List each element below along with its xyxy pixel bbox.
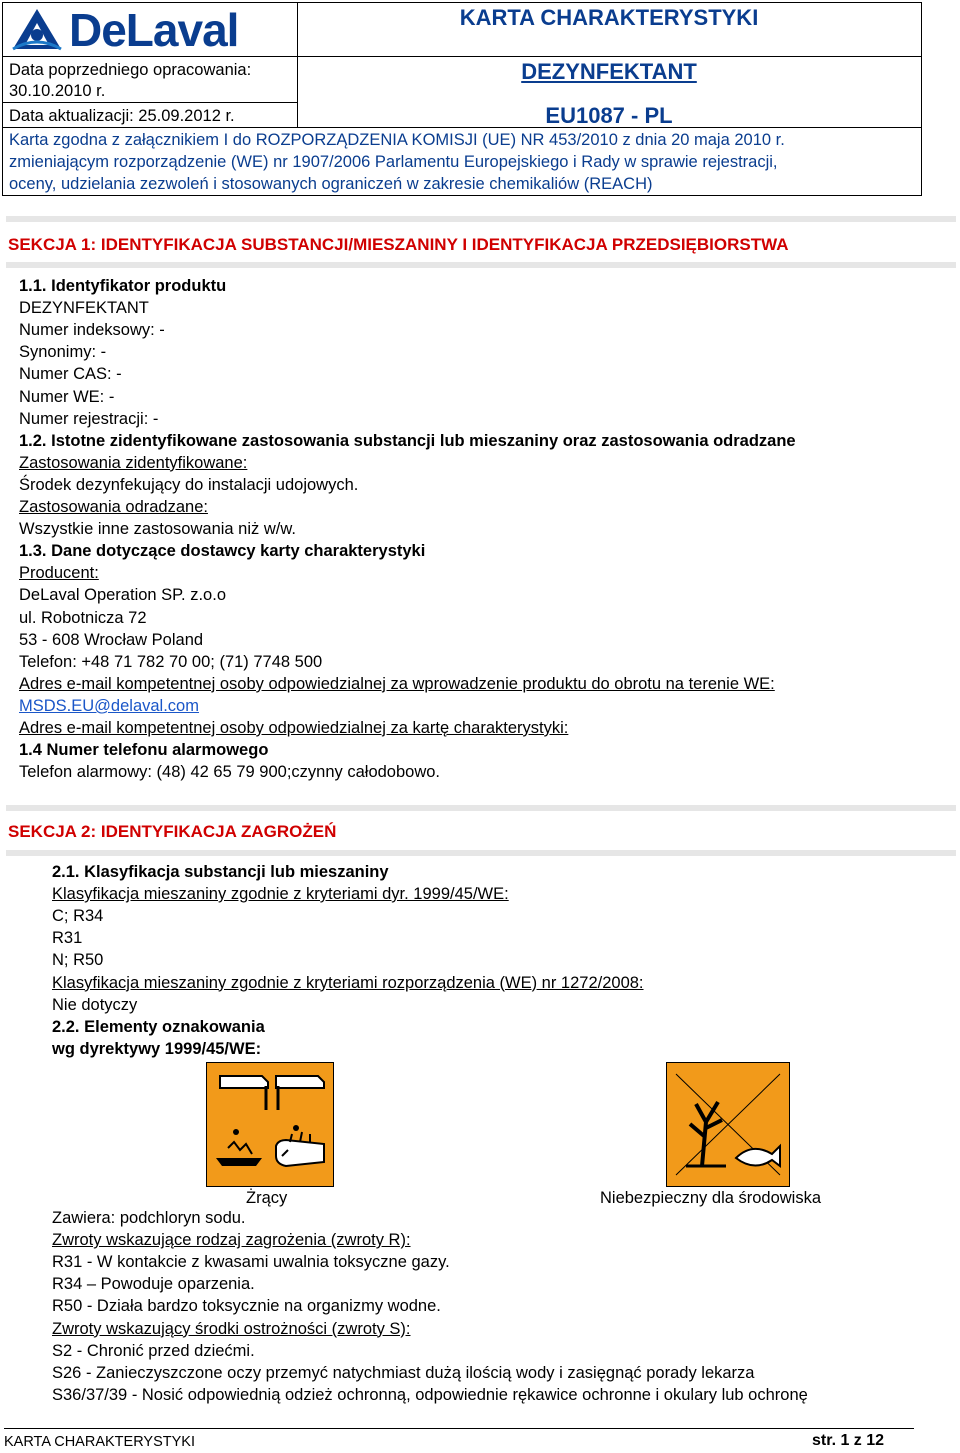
- text-line: 1.1. Identyfikator produktu: [19, 277, 227, 295]
- text-line: R34 – Powoduje oparzenia.: [52, 1275, 255, 1294]
- delaval-logo: [9, 5, 295, 55]
- text-line: N; R50: [52, 951, 104, 970]
- text-line: S26 - Zanieczyszczone oczy przemyć natychmiast dużą ilością wody i zasięgnąć porady lekarza: [52, 1363, 755, 1382]
- dead-tree-fish-icon: [666, 1062, 790, 1187]
- regulation-line-1: Karta zgodna z załącznikiem I do ROZPORZĄDZENIA KOMISJI (UE) NR 453/2010 z dnia 20 maja 2010 r.: [9, 131, 785, 149]
- section2-bar-top: [6, 805, 956, 811]
- text-line: Adres e-mail kompetentnej osoby odpowiedzialnej za kartę charakterystyki:: [19, 719, 569, 737]
- text-line: 2.2. Elementy oznakowania: [52, 1017, 265, 1036]
- text-line: Zwroty wskazujące rodzaj zagrożenia (zwroty R):: [52, 1231, 411, 1250]
- text-line: Środek dezynfekujący do instalacji udojowych.: [19, 475, 359, 494]
- environment-pictogram: [666, 1062, 790, 1187]
- text-line: 1.4 Numer telefonu alarmowego: [19, 741, 269, 760]
- corrosive-pictogram: [206, 1062, 334, 1187]
- footer-left: KARTA CHARAKTERYSTYKI: [4, 1434, 195, 1450]
- text-line: R50 - Działa bardzo toksycznie na organizmy wodne.: [52, 1297, 441, 1316]
- text-line: Adres e-mail kompetentnej osoby odpowiedzialnej za wprowadzenie produktu do obrotu na terenie WE:: [19, 674, 775, 693]
- text-line: S2 - Chronić przed dziećmi.: [52, 1341, 255, 1360]
- update-date: Data aktualizacji: 25.09.2012 r.: [9, 107, 235, 125]
- product-code: EU1087 - PL: [545, 103, 673, 128]
- footer-rule: [4, 1428, 914, 1429]
- text-line: R31: [52, 929, 83, 948]
- product-name: DEZYNFEKTANT: [521, 59, 697, 84]
- text-line: Wszystkie inne zastosowania niż w/w.: [19, 520, 296, 539]
- text-line: Numer WE: -: [19, 387, 115, 406]
- text-line: DeLaval Operation SP. z.o.o: [19, 586, 226, 605]
- text-line: Zastosowania zidentyfikowane:: [19, 453, 248, 472]
- text-line: DEZYNFEKTANT: [19, 299, 149, 318]
- section1-bar-top: [6, 216, 956, 222]
- text-line: S36/37/39 - Nosić odpowiednią odzież ochronną, odpowiednie rękawice ochronne i okulary lub ochronę: [52, 1385, 808, 1404]
- text-line: 1.3. Dane dotyczące dostawcy karty charakterystyki: [19, 542, 426, 561]
- text-line: Numer rejestracji: -: [19, 409, 159, 428]
- text-line: Numer indeksowy: -: [19, 321, 165, 340]
- environment-label: Niebezpieczny dla środowiska: [600, 1189, 822, 1207]
- text-line: Zawiera: podchloryn sodu.: [52, 1209, 246, 1227]
- corrosive-label: Żrący: [246, 1189, 288, 1207]
- text-line: Klasyfikacja mieszaniny zgodnie z kryteriami rozporządzenia (WE) nr 1272/2008:: [52, 973, 644, 992]
- corrosive-icon: [206, 1062, 334, 1187]
- text-line: 1.2. Istotne zidentyfikowane zastosowania substancji lub mieszaniny oraz zastosowania odradzane: [19, 431, 796, 450]
- text-line: ul. Robotnicza 72: [19, 608, 147, 627]
- text-line: Zastosowania odradzane:: [19, 498, 208, 516]
- header-rule-2: [3, 102, 297, 103]
- text-line: 53 - 608 Wrocław Poland: [19, 630, 204, 649]
- text-line: Synonimy: -: [19, 343, 107, 362]
- prev-date-label: Data poprzedniego opracowania:: [9, 61, 252, 79]
- regulation-line-3: oceny, udzielania zezwoleń i stosowanych ograniczeń w zakresie chemikaliów (REACH): [9, 175, 653, 193]
- doc-title: KARTA CHARAKTERYSTYKI: [459, 5, 759, 30]
- section1-title: SEKCJA 1: IDENTYFIKACJA SUBSTANCJI/MIESZANINY I IDENTYFIKACJA PRZEDSIĘBIORSTWA: [8, 235, 789, 254]
- text-line[interactable]: MSDS.EU@delaval.com: [19, 696, 199, 715]
- prev-date-value: 30.10.2010 r.: [9, 82, 106, 100]
- text-line: Klasyfikacja mieszaniny zgodnie z kryteriami dyr. 1999/45/WE:: [52, 885, 509, 904]
- text-line: Telefon: +48 71 782 70 00; (71) 7748 500: [19, 652, 323, 671]
- text-line: C; R34: [52, 907, 104, 926]
- regulation-line-2: zmieniającym rozporządzenie (WE) nr 1907/2006 Parlamentu Europejskiego i Rady w sprawie rejestracji,: [9, 153, 778, 171]
- text-line: wg dyrektywy 1999/45/WE:: [52, 1039, 262, 1058]
- text-line: Nie dotyczy: [52, 995, 138, 1014]
- text-line: 2.1. Klasyfikacja substancji lub mieszaniny: [52, 863, 389, 881]
- section2-bar-bottom: [6, 850, 956, 856]
- section1-bar-bottom: [6, 262, 956, 268]
- header-box: [2, 2, 922, 196]
- logo-wordmark: DeLaval: [69, 4, 239, 56]
- text-line: Producent:: [19, 564, 99, 583]
- text-line: Zwroty wskazujący środki ostrożności (zwroty S):: [52, 1319, 411, 1338]
- text-line: Telefon alarmowy: (48) 42 65 79 900;czynny całodobowo.: [19, 763, 440, 782]
- footer-page-number: str. 1 z 12: [812, 1432, 885, 1449]
- text-line: R31 - W kontakcie z kwasami uwalnia toksyczne gazy.: [52, 1253, 450, 1272]
- text-line: Numer CAS: -: [19, 365, 122, 384]
- section2-title: SEKCJA 2: IDENTYFIKACJA ZAGROŻEŃ: [8, 822, 337, 841]
